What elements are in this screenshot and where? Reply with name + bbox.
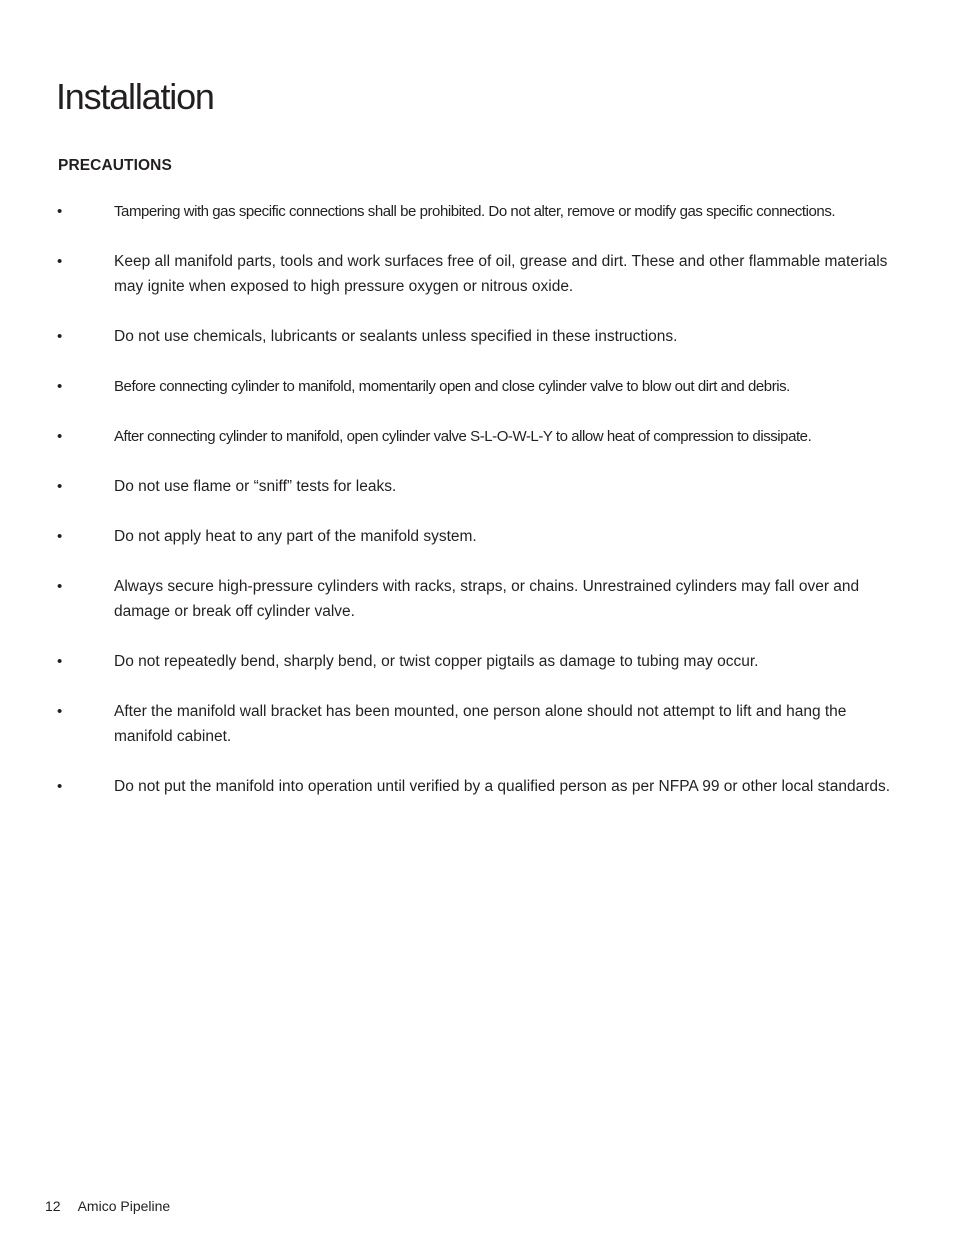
bullet-icon: • (57, 778, 63, 795)
page-footer (45, 1196, 170, 1216)
list-item-text: After connecting cylinder to manifold, open cylinder valve S-L-O-W-L-Y to allow heat of compression to dissipate. (114, 428, 812, 445)
list-item (57, 774, 907, 799)
bullet-icon: • (57, 528, 63, 545)
bullet-icon: • (57, 578, 63, 595)
list-item-text: After the manifold wall bracket has been mounted, one person alone should not attempt to lift and hang the manifold cabinet. (114, 703, 847, 745)
bullet-icon: • (57, 328, 63, 345)
list-item (57, 699, 907, 749)
list-item (57, 649, 907, 674)
list-item-text: Always secure high-pressure cylinders with racks, straps, or chains. Unrestrained cylinders may fall over and damage or break off cylinder valve. (114, 578, 860, 620)
bullet-icon: • (57, 653, 63, 670)
list-item (57, 524, 907, 549)
list-item-text: Do not put the manifold into operation until verified by a qualified person as per NFPA 99 or other local standards. (114, 778, 891, 795)
list-item (57, 249, 907, 299)
publication-name: Amico Pipeline (77, 1198, 171, 1214)
section-heading-precautions: PRECAUTIONS (58, 157, 172, 174)
list-item (57, 199, 907, 224)
bullet-icon: • (57, 378, 63, 395)
list-item-text: Keep all manifold parts, tools and work surfaces free of oil, grease and dirt. These and other flammable materials may ignite when exposed to high pressure oxygen or nitrous oxide. (114, 253, 888, 295)
list-item (57, 374, 907, 399)
list-item-text: Do not use chemicals, lubricants or sealants unless specified in these instructions. (114, 328, 678, 345)
page-number: 12 (45, 1198, 61, 1214)
list-item-text: Do not repeatedly bend, sharply bend, or twist copper pigtails as damage to tubing may occur. (114, 653, 759, 670)
list-item-text: Do not apply heat to any part of the manifold system. (114, 528, 477, 545)
bullet-icon: • (57, 428, 63, 445)
page-title: Installation (56, 76, 214, 117)
list-item-text: Do not use flame or “sniff” tests for leaks. (114, 478, 397, 495)
bullet-icon: • (57, 253, 63, 270)
list-item (57, 324, 907, 349)
list-item (57, 574, 907, 624)
bullet-icon: • (57, 203, 63, 220)
bullet-icon: • (57, 478, 63, 495)
precautions-list (57, 199, 907, 824)
list-item (57, 424, 907, 449)
list-item-text: Tampering with gas specific connections shall be prohibited. Do not alter, remove or modify gas specific connections. (114, 203, 836, 220)
list-item (57, 474, 907, 499)
list-item-text: Before connecting cylinder to manifold, momentarily open and close cylinder valve to blow out dirt and debris. (114, 378, 790, 395)
bullet-icon: • (57, 703, 63, 720)
